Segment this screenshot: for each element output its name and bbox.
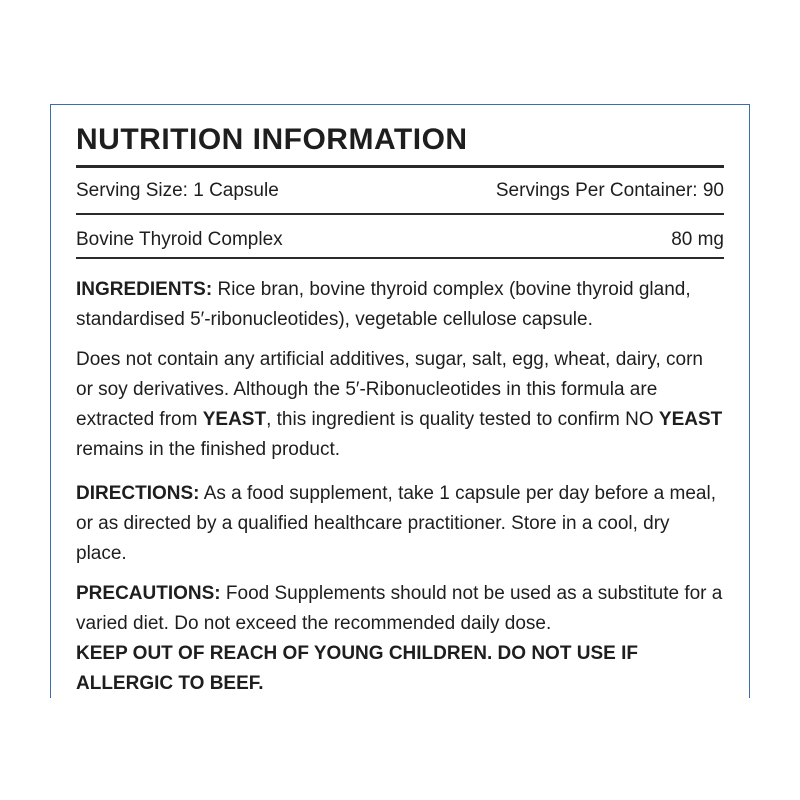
label-title: NUTRITION INFORMATION [76, 123, 468, 156]
yeast-emphasis-1: YEAST [202, 409, 267, 430]
ingredient-amount: 80 mg [671, 229, 724, 250]
serving-row [76, 180, 724, 202]
contains-text-2: , this ingredient is quality tested to confirm NO [266, 409, 659, 430]
precautions-text: Food Supplements should not be used as a substitute for a varied diet. Do not exceed the recommended daily dose. [76, 583, 723, 634]
yeast-emphasis-2: YEAST [658, 409, 723, 430]
ingredients-text: Rice bran, bovine thyroid complex (bovine thyroid gland, standardised 5′-ribonucleotides), vegetable cellulose capsule. [76, 279, 691, 330]
directions-text: As a food supplement, take 1 capsule per day before a meal, or as directed by a qualified healthcare practitioner. Store in a cool, dry place. [76, 483, 716, 564]
ingredient-row [76, 229, 724, 251]
contains-text-1: Does not contain any artificial additives, sugar, salt, egg, wheat, dairy, corn or soy derivatives. Although the 5′-Ribonucleotides in this formula are extracted from [76, 349, 703, 430]
allergy-warning: KEEP OUT OF REACH OF YOUNG CHILDREN. DO NOT USE IF ALLERGIC TO BEEF. [76, 643, 638, 694]
servings-per-container: Servings Per Container: 90 [495, 180, 724, 201]
ingredients-paragraph [76, 275, 724, 335]
precautions-label: PRECAUTIONS: [76, 583, 221, 604]
precautions-paragraph [76, 579, 724, 699]
title-divider [76, 165, 724, 168]
contains-text-3: remains in the finished product. [76, 439, 341, 460]
serving-divider [76, 213, 724, 215]
nutrition-label-panel [50, 104, 750, 698]
ingredient-name: Bovine Thyroid Complex [76, 229, 283, 250]
directions-label: DIRECTIONS: [76, 483, 200, 504]
directions-paragraph [76, 479, 724, 569]
contains-paragraph [76, 345, 724, 465]
ingredients-label: INGREDIENTS: [76, 279, 213, 300]
ingredient-divider [76, 257, 724, 259]
serving-size: Serving Size: 1 Capsule [76, 180, 279, 201]
